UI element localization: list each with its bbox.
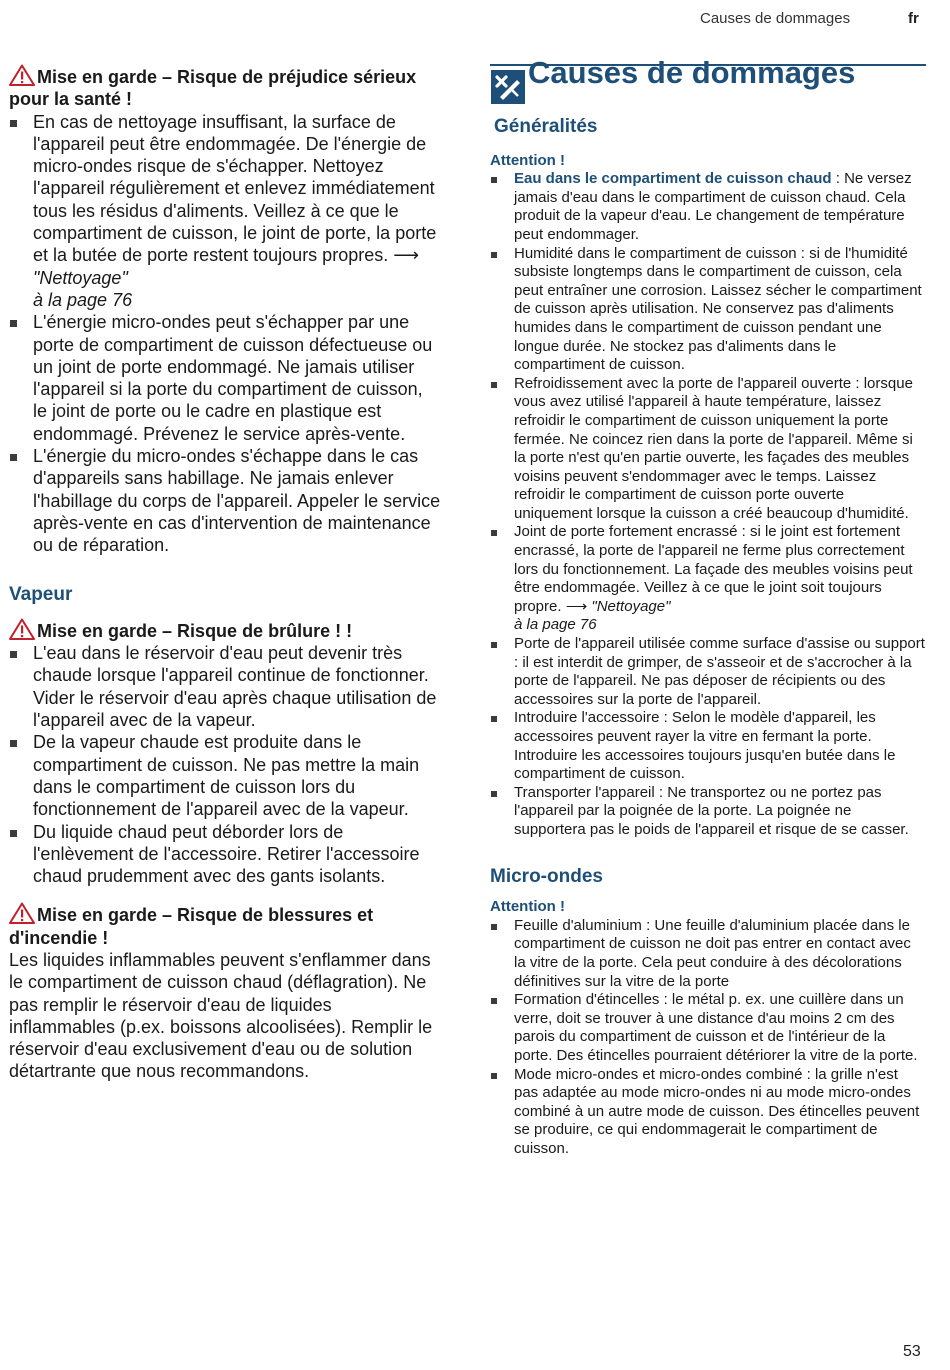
section-heading-micro-ondes: Micro-ondes [490,865,603,887]
warning-title-text: Mise en garde – Risque de blessures et d'incendie ! [9,905,374,948]
list-item-text: Joint de porte fortement encrassé : si le joint est fortement encrassé, la porte de l'appareil ne ferme plus correctement lors du fonctionnement. La façade des meubles voisins peut être endommagée. Veillez à ce que le joint soit toujours propre. [514,523,913,615]
warning-triangle-icon [9,618,35,640]
warning-title-text: Mise en garde – Risque de brûlure ! ! [37,620,353,641]
warning-health-list [9,111,441,557]
list-item: Feuille d'aluminium : Une feuille d'aluminium placée dans le compartiment de cuisson ne doit pas entrer en contact avec la vitre de la porte. Cela peut conduire à des décolorations définitives sur la vitre de la porte [490,917,926,991]
warning-health-title [9,64,441,111]
xref-title: "Nettoyage" [33,267,128,288]
generalites-list [490,170,926,839]
list-item [9,111,441,312]
warning-burn-list [9,642,441,887]
list-item-text: : Ne versez jamais d'eau dans le compartiment de cuisson chaud. Cela produit de la vapeur d'eau. Le changement de température peut endommager. [514,170,912,243]
list-item: L'eau dans le réservoir d'eau peut devenir très chaude lorsque l'appareil continue de fonctionner. Vider le réservoir d'eau après chaque utilisation de l'appareil avec de la vapeur. [9,642,441,731]
running-header-section: Causes de dommages [700,10,851,27]
list-item [490,170,926,244]
running-header-language: fr [908,10,919,27]
list-item: Du liquide chaud peut déborder lors de l'enlèvement de l'accessoire. Retirer l'accessoire chaud prudemment avec des gants isolants. [9,821,441,888]
xref-title: "Nettoyage" [591,597,671,615]
arrow-right-icon: ⟶ [393,245,420,266]
xref-page: à la page 76 [33,289,133,310]
list-item: Formation d'étincelles : le métal p. ex. une cuillère dans un verre, doit se trouver à une distance d'au moins 2 cm des parois du compartiment de cuisson et de l'intérieur de la porte. Des étincelles pourraient détériorer la vitre de la porte. [490,991,926,1065]
xref-page: à la page 76 [514,616,597,634]
chapter-title: Causes de dommages [528,55,856,90]
arrow-right-icon: ⟶ [565,597,588,615]
list-item [490,523,926,635]
page-number: 53 [903,1343,921,1360]
right-column [490,55,926,1158]
list-item: Porte de l'appareil utilisée comme surface d'assise ou support : il est interdit de grimper, de s'asseoir et de s'accrocher à la porte de l'appareil. Ne pas déposer de récipients ou des accessoires sur la porte de l'appareil. [490,635,926,709]
list-item-text: En cas de nettoyage insuffisant, la surface de l'appareil peut être endommagée. De l'énergie de micro-ondes risque de s'échapper. Nettoyez l'appareil régulièrement et enlevez immédiatement tous les résidus d'aliments. Veillez à ce que le compartiment de cuisson, le joint de porte, la porte et la butée de porte restent toujours propres. [33,111,437,266]
warning-triangle-icon [9,64,35,86]
list-item-lead: Eau dans le compartiment de cuisson chaud [514,170,832,188]
attention-label: Attention ! [490,898,565,916]
list-item: Humidité dans le compartiment de cuisson : si de l'humidité subsiste longtemps dans le compartiment de cuisson, cela peut entraîner une corrosion. Laissez sécher le compartiment de cuisson après utilisation. Ne conservez pas d'aliments humides dans le compartiment de cuisson pendant une longue durée. Ne stockez pas d'aliments dans le compartiment de cuisson. [490,245,926,375]
attention-label: Attention ! [490,151,565,169]
warning-burn-title [9,618,441,642]
list-item: L'énergie du micro-ondes s'échappe dans le cas d'appareils sans habillage. Ne jamais enlever l'habillage du corps de l'appareil. Appeler le service après-vente en cas d'intervention de maintenance ou de réparation. [9,445,441,556]
left-column [9,64,441,1083]
damage-icon [491,70,525,104]
list-item: Transporter l'appareil : Ne transportez ou ne portez pas l'appareil par la poignée de la porte. La poignée ne supportera pas le poids de l'appareil et risque de se casser. [490,784,926,840]
warning-triangle-icon [9,902,35,924]
chapter-heading [490,55,926,102]
micro-ondes-list [490,917,926,1159]
list-item: Introduire l'accessoire : Selon le modèle d'appareil, les accessoires peuvent rayer la vitre en fermant la porte. Introduire les accessoires toujours jusqu'en butée dans le compartiment de cuisson. [490,709,926,783]
list-item: De la vapeur chaude est produite dans le compartiment de cuisson. Ne pas mettre la main dans le compartiment de cuisson lors du fonctionnement de l'appareil avec de la vapeur. [9,731,441,820]
list-item: Mode micro-ondes et micro-ondes combiné : la grille n'est pas adaptée au mode micro-ondes ni au mode micro-ondes combiné à un autre mode de cuisson. Des étincelles peuvent se produire, ce qui endommagerait le compartiment de cuisson. [490,1066,926,1159]
list-item: Refroidissement avec la porte de l'appareil ouverte : lorsque vous avez utilisé l'appareil à haute température, laissez refroidir le compartiment de cuisson uniquement la porte fermée. Ne coincez rien dans la porte de l'appareil. Même si la porte n'est qu'en partie ouverte, les façades des meubles voisins peuvent s'endommager avec le temps. Laissez refroidir le compartiment de cuisson porte ouverte uniquement lorsque la cuisson a créé beaucoup d'humidité. [490,375,926,524]
warning-fire-text: Les liquides inflammables peuvent s'enflammer dans le compartiment de cuisson chaud (déflagration). Ne pas remplir le réservoir d'eau de liquides inflammables (p.ex. boissons alcoolisées). Remplir le réservoir d'eau exclusivement d'eau ou de solution détartrante que nous recommandons. [9,949,433,1082]
warning-fire-title [9,902,441,949]
section-heading-vapeur: Vapeur [9,583,73,605]
list-item: L'énergie micro-ondes peut s'échapper par une porte de compartiment de cuisson défectueuse ou un joint de porte endommagé. Ne jamais utiliser l'appareil si la porte du compartiment de cuisson, le joint de porte ou le cadre en plastique est endommagé. Prévenez le service après-vente. [9,311,441,445]
warning-title-text: Mise en garde – Risque de préjudice sérieux pour la santé ! [9,67,417,110]
section-heading-generalites: Généralités [494,116,598,137]
